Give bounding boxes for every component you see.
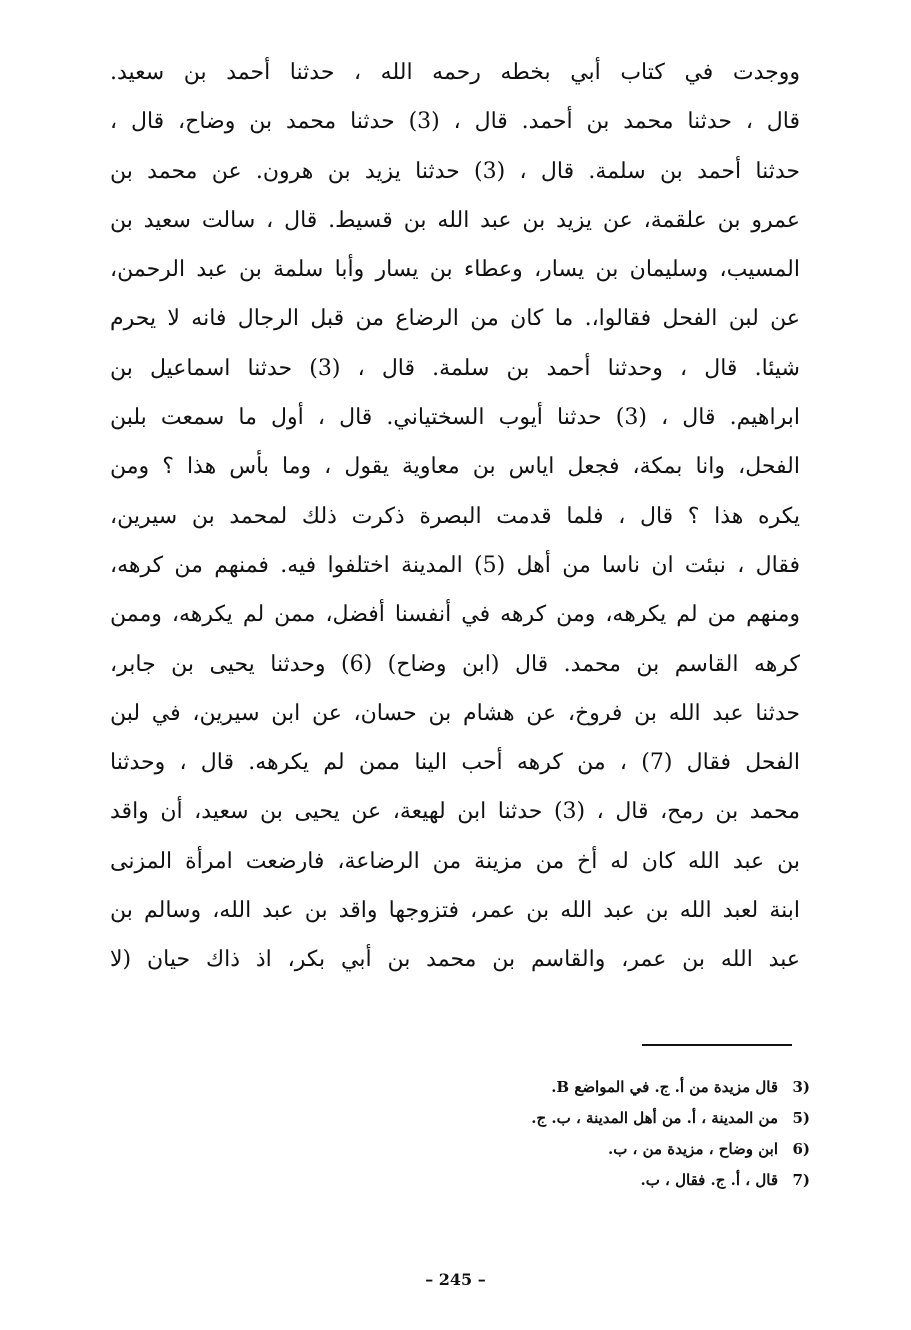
text-line: قال ، حدثنا محمد بن أحمد. قال ، (3) حدثنا محمد بن وضاح، قال ،: [110, 109, 801, 135]
text-line: ابراهيم. قال ، (3) حدثنا أيوب السختياني. قال ، أول ما سمعت بلبن: [110, 405, 800, 431]
text-line: فقال ، نبئت ان ناسا من أهل (5) المدينة اختلفوا فيه. فمنهم من كرهه،: [110, 552, 800, 578]
footnote-number: 3): [792, 1078, 810, 1096]
page-number: – 245 –: [425, 1270, 486, 1289]
text-line: المسيب، وسليمان بن يسار، وعطاء بن يسار وأبا سلمة بن عبد الرحمن،: [110, 257, 800, 283]
footnote-number: 6): [792, 1140, 810, 1158]
text-line: محمد بن رمح، قال ، (3) حدثنا ابن لهيعة، عن يحيى بن سعيد، أن واقد: [110, 799, 801, 825]
footnote-divider: [642, 1044, 792, 1046]
text-line: الفحل فقال (7) ، من كرهه أحب الينا ممن لم يكرهه. قال ، وحدثنا: [110, 750, 800, 776]
footnote-text: قال ، أ. ج. فقال ، ب.: [640, 1171, 778, 1189]
footnote-item: [420, 1134, 810, 1165]
main-text-block: [110, 48, 800, 985]
text-line: حدثنا عبد الله بن فروخ، عن هشام بن حسان، عن ابن سيرين، في لبن: [110, 700, 800, 726]
text-line: ووجدت في كتاب أبي بخطه رحمه الله ، حدثنا أحمد بن سعيد.: [110, 60, 800, 85]
text-line: عن لبن الفحل فقالوا،. ما كان من الرضاع من قبل الرجال فانه لا يحرم: [110, 306, 800, 332]
text-line: يكره هذا ؟ قال ، فلما قدمت البصرة ذكرت ذلك لمحمد بن سيرين،: [110, 503, 800, 529]
footnote-item: [420, 1103, 810, 1134]
text-line: حدثنا أحمد بن سلمة. قال ، (3) حدثنا يزيد بن هرون. عن محمد بن: [110, 158, 801, 184]
footnote-item: [420, 1072, 810, 1103]
text-line: عبد الله بن عمر، والقاسم بن محمد بن أبي بكر، اذ ذاك حيان (لا: [110, 947, 800, 973]
text-line: كرهه القاسم بن محمد. قال (ابن وضاح) (6) وحدثنا يحيى بن جابر،: [110, 651, 800, 677]
footnotes: [420, 1072, 810, 1196]
footnote-number: 7): [792, 1171, 810, 1189]
text-line: ومنهم من لم يكرهه، ومن كرهه في أنفسنا أفضل، ممن لم يكرهه، وممن: [110, 602, 800, 628]
text-line: شيئا. قال ، وحدثنا أحمد بن سلمة. قال ، (3) حدثنا اسماعيل بن: [110, 355, 800, 381]
footnote-text: قال مزيدة من أ. ج. في المواضع B.: [551, 1078, 778, 1096]
footnote-item: [420, 1165, 810, 1196]
footnote-number: 5): [792, 1109, 810, 1127]
text-line: عمرو بن علقمة، عن يزيد بن عبد الله بن قسيط. قال ، سالت سعيد بن: [110, 207, 800, 233]
footnote-text: ابن وضاح ، مزيدة من ، ب.: [607, 1140, 778, 1158]
text-line: الفحل، وانا بمكة، فجعل اياس بن معاوية يقول ، وما بأس هذا ؟ ومن: [110, 454, 800, 480]
text-line: بن عبد الله كان له أخ من مزينة من الرضاعة، فارضعت امرأة المزنى: [110, 848, 800, 874]
text-line: ابنة لعبد الله بن عبد الله بن عمر، فتزوجها واقد بن عبد الله، وسالم بن: [110, 898, 800, 924]
footnote-text: من المدينة ، أ. من أهل المدينة ، ب. ج.: [531, 1109, 778, 1127]
